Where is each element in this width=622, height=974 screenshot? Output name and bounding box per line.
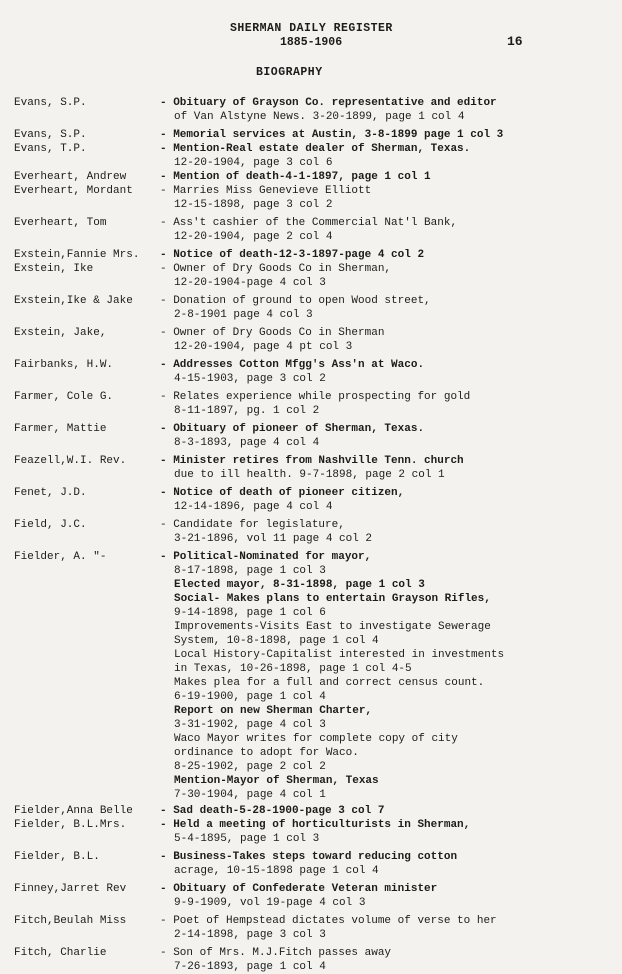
entry-line: - Notice of death of pioneer citizen, — [160, 487, 405, 499]
entry-description — [160, 216, 605, 244]
entry-line: 9-14-1898, page 1 col 6 — [174, 607, 326, 619]
entry-line: - Ass't cashier of the Commercial Nat'l Bank, — [160, 217, 458, 229]
entry-name: Exstein, Ike — [14, 263, 94, 275]
entry-line: 12-20-1904, page 2 col 4 — [174, 231, 333, 243]
year-range: 1885-1906 — [280, 36, 343, 49]
entry-row — [0, 850, 622, 878]
entry-description — [160, 804, 605, 818]
entry-name: Farmer, Mattie — [14, 423, 107, 435]
entry-description — [160, 850, 605, 878]
entry-row — [0, 128, 622, 142]
entry-line: System, 10-8-1898, page 1 col 4 — [174, 635, 379, 647]
entry-line: - Business-Takes steps toward reducing cotton — [160, 851, 458, 863]
entry-line: 12-15-1898, page 3 col 2 — [174, 199, 333, 211]
entry-description — [160, 326, 605, 354]
entry-line: Local History-Capitalist interested in investments — [174, 649, 505, 661]
entry-description — [160, 170, 605, 184]
entry-line: - Obituary of pioneer of Sherman, Texas. — [160, 423, 425, 435]
entry-line: 8-3-1893, page 4 col 4 — [174, 437, 320, 449]
entry-line: - Held a meeting of horticulturists in Sherman, — [160, 819, 471, 831]
entry-description — [160, 142, 605, 170]
entry-row — [0, 550, 622, 802]
entry-line: - Owner of Dry Goods Co in Sherman — [160, 327, 385, 339]
entry-row — [0, 818, 622, 846]
entry-line: - Relates experience while prospecting for gold — [160, 391, 471, 403]
entry-line: 5-4-1895, page 1 col 3 — [174, 833, 320, 845]
entry-row — [0, 518, 622, 546]
entry-description — [160, 914, 605, 942]
entry-line: Social- Makes plans to entertain Grayson Rifles, — [174, 593, 491, 605]
entry-line: 8-25-1902, page 2 col 2 — [174, 761, 326, 773]
entry-row — [0, 358, 622, 386]
entry-line: Mention-Mayor of Sherman, Texas — [174, 775, 379, 787]
entry-row — [0, 184, 622, 212]
entry-row — [0, 454, 622, 482]
entry-line: of Van Alstyne News. 3-20-1899, page 1 col 4 — [174, 111, 465, 123]
entry-description — [160, 818, 605, 846]
entry-line: 7-30-1904, page 4 col 1 — [174, 789, 326, 801]
entry-name: Exstein, Jake, — [14, 327, 107, 339]
entry-line: - Addresses Cotton Mfgg's Ass'n at Waco. — [160, 359, 425, 371]
entry-name: Everheart, Tom — [14, 217, 107, 229]
entry-description — [160, 946, 605, 974]
entry-line: - Donation of ground to open Wood street, — [160, 295, 431, 307]
entry-line: - Son of Mrs. M.J.Fitch passes away — [160, 947, 392, 959]
entry-line: 3-31-1902, page 4 col 3 — [174, 719, 326, 731]
entry-line: 9-9-1909, vol 19-page 4 col 3 — [174, 897, 366, 909]
entry-row — [0, 96, 622, 124]
entry-line: ordinance to adopt for Waco. — [174, 747, 359, 759]
entry-description — [160, 454, 605, 482]
entry-row — [0, 914, 622, 942]
entry-description — [160, 422, 605, 450]
entry-name: Fitch,Beulah Miss — [14, 915, 127, 927]
entry-line: 8-17-1898, page 1 col 3 — [174, 565, 326, 577]
entry-description — [160, 128, 605, 142]
newspaper-title: SHERMAN DAILY REGISTER — [230, 22, 393, 35]
entry-line: - Owner of Dry Goods Co in Sherman, — [160, 263, 392, 275]
entry-line: - Political-Nominated for mayor, — [160, 551, 372, 563]
entry-line: - Mention-Real estate dealer of Sherman, Texas. — [160, 143, 471, 155]
entry-line: acrage, 10-15-1898 page 1 col 4 — [174, 865, 379, 877]
entry-line: - Memorial services at Austin, 3-8-1899 page 1 col 3 — [160, 129, 504, 141]
entry-name: Exstein,Fannie Mrs. — [14, 249, 140, 261]
entry-name: Evans, S.P. — [14, 129, 87, 141]
entry-name: Fielder,Anna Belle — [14, 805, 133, 817]
biography-entry-list — [0, 96, 622, 974]
entry-name: Fitch, Charlie — [14, 947, 107, 959]
entry-row — [0, 882, 622, 910]
entry-row — [0, 216, 622, 244]
entry-row — [0, 326, 622, 354]
entry-name: Field, J.C. — [14, 519, 87, 531]
entry-line: Elected mayor, 8-31-1898, page 1 col 3 — [174, 579, 425, 591]
entry-name: Evans, T.P. — [14, 143, 87, 155]
entry-name: Feazell,W.I. Rev. — [14, 455, 127, 467]
entry-description — [160, 390, 605, 418]
entry-row — [0, 946, 622, 974]
entry-line: 12-20-1904-page 4 col 3 — [174, 277, 326, 289]
entry-row — [0, 262, 622, 290]
entry-name: Everheart, Mordant — [14, 185, 133, 197]
entry-line: 6-19-1900, page 1 col 4 — [174, 691, 326, 703]
entry-line: Report on new Sherman Charter, — [174, 705, 373, 717]
entry-description — [160, 358, 605, 386]
entry-name: Exstein,Ike & Jake — [14, 295, 133, 307]
entry-name: Fielder, B.L.Mrs. — [14, 819, 127, 831]
entry-line: - Minister retires from Nashville Tenn. church — [160, 455, 464, 467]
entry-line: 7-26-1893, page 1 col 4 — [174, 961, 326, 973]
entry-row — [0, 170, 622, 184]
entry-row — [0, 486, 622, 514]
entry-row — [0, 294, 622, 322]
entry-line: 4-15-1903, page 3 col 2 — [174, 373, 326, 385]
entry-line: - Candidate for legislature, — [160, 519, 345, 531]
page-number: 16 — [507, 34, 523, 49]
entry-row — [0, 804, 622, 818]
entry-name: Fielder, B.L. — [14, 851, 100, 863]
entry-name: Fenet, J.D. — [14, 487, 87, 499]
entry-description — [160, 262, 605, 290]
entry-line: - Obituary of Grayson Co. representative and editor — [160, 97, 497, 109]
entry-description — [160, 882, 605, 910]
entry-line: - Obituary of Confederate Veteran minister — [160, 883, 438, 895]
entry-row — [0, 422, 622, 450]
entry-name: Everheart, Andrew — [14, 171, 127, 183]
entry-row — [0, 390, 622, 418]
section-heading: BIOGRAPHY — [256, 66, 323, 79]
entry-line: - Notice of death-12-3-1897-page 4 col 2 — [160, 249, 425, 261]
entry-line: 12-20-1904, page 3 col 6 — [174, 157, 333, 169]
entry-line: - Sad death-5-28-1900-page 3 col 7 — [160, 805, 385, 817]
entry-description — [160, 550, 605, 802]
entry-line: 12-20-1904, page 4 pt col 3 — [174, 341, 353, 353]
entry-line: 12-14-1896, page 4 col 4 — [174, 501, 333, 513]
entry-description — [160, 96, 605, 124]
entry-name: Fairbanks, H.W. — [14, 359, 114, 371]
entry-description — [160, 184, 605, 212]
entry-name: Farmer, Cole G. — [14, 391, 114, 403]
entry-line: Makes plea for a full and correct census count. — [174, 677, 485, 689]
entry-line: 2-8-1901 page 4 col 3 — [174, 309, 313, 321]
entry-description — [160, 248, 605, 262]
entry-line: 2-14-1898, page 3 col 3 — [174, 929, 326, 941]
entry-line: Improvements-Visits East to investigate Sewerage — [174, 621, 491, 633]
entry-description — [160, 486, 605, 514]
entry-name: Finney,Jarret Rev — [14, 883, 127, 895]
entry-line: Waco Mayor writes for complete copy of city — [174, 733, 458, 745]
entry-name: Evans, S.P. — [14, 97, 87, 109]
entry-line: due to ill health. 9-7-1898, page 2 col 1 — [174, 469, 445, 481]
entry-description — [160, 518, 605, 546]
entry-description — [160, 294, 605, 322]
entry-line: 3-21-1896, vol 11 page 4 col 2 — [174, 533, 373, 545]
entry-row — [0, 248, 622, 262]
entry-line: in Texas, 10-26-1898, page 1 col 4-5 — [174, 663, 412, 675]
entry-line: - Poet of Hempstead dictates volume of verse to her — [160, 915, 497, 927]
entry-line: - Mention of death-4-1-1897, page 1 col 1 — [160, 171, 431, 183]
entry-row — [0, 142, 622, 170]
entry-line: 8-11-1897, pg. 1 col 2 — [174, 405, 320, 417]
entry-line: - Marries Miss Genevieve Elliott — [160, 185, 372, 197]
entry-name: Fielder, A. "- — [14, 551, 107, 563]
